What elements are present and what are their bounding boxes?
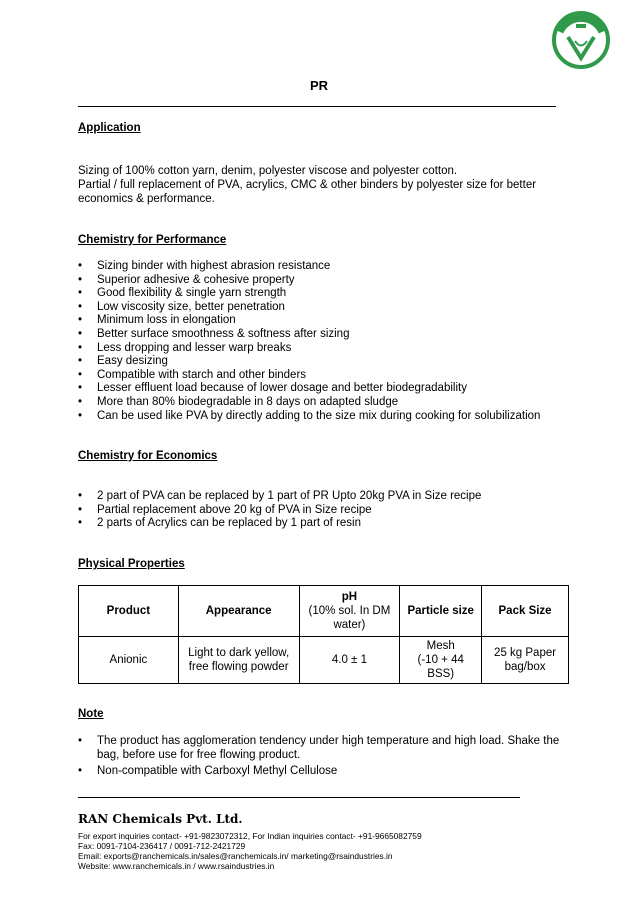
note-heading: Note — [78, 708, 104, 720]
economics-heading: Chemistry for Economics — [78, 450, 218, 462]
performance-list — [78, 260, 568, 423]
table-header-row — [79, 586, 569, 637]
physical-properties-table — [78, 585, 569, 684]
page-title: PR — [309, 78, 329, 93]
table-row — [79, 637, 569, 684]
list-item: • Sizing binder with highest abrasion resistance — [78, 260, 331, 272]
list-item: • Good flexibility & single yarn strength — [78, 287, 287, 300]
company-name: RAN Chemicals Pvt. Ltd. — [78, 812, 243, 826]
ph-title: pH — [341, 591, 358, 603]
cell-product: Anionic — [79, 637, 179, 684]
col-header-ph — [299, 586, 400, 637]
application-line-2: Partial / full replacement of PVA, acrylics, CMC & other binders by polyester size for better economics & performance. — [78, 179, 537, 205]
col-header-pack: Pack Size — [482, 586, 569, 637]
list-item: • More than 80% biodegradable in 8 days on adapted sludge — [78, 395, 399, 408]
footer-line-4: Website: www.ranchemicals.in / www.rsaindustries.in — [78, 861, 275, 871]
footer-line-3: Email: exports@ranchemicals.in/sales@ranchemicals.in/ marketing@rsaindustries.in — [78, 851, 393, 861]
col-header-particle: Particle size — [400, 586, 482, 637]
cell-appearance: Light to dark yellow, free flowing powder — [178, 637, 299, 684]
list-item: • Easy desizing — [78, 355, 168, 368]
particle-line-1: Mesh — [426, 640, 455, 652]
particle-line-2: (-10 + 44 BSS) — [417, 654, 464, 680]
footer-line-2: Fax: 0091-7104-236417 / 0091-712-2421729 — [78, 841, 246, 851]
cell-pack: 25 kg Paper bag/box — [482, 637, 569, 684]
footer-divider — [78, 797, 520, 798]
list-item: • Low viscosity size, better penetration — [78, 300, 285, 313]
cell-ph: 4.0 ± 1 — [299, 637, 400, 684]
list-item: • Non-compatible with Carboxyl Methyl Cellulose — [78, 765, 338, 778]
physical-heading: Physical Properties — [78, 558, 185, 570]
list-item: • Minimum loss in elongation — [78, 314, 236, 327]
list-item: • Partial replacement above 20 kg of PVA in Size recipe — [78, 503, 372, 516]
company-logo — [551, 10, 611, 70]
list-item: • The product has agglomeration tendency under high temperature and high load. Shake the bag, before use for free flowing product. — [78, 735, 560, 761]
list-item: • 2 parts of Acrylics can be replaced by 1 part of resin — [78, 517, 361, 530]
title-divider — [78, 106, 556, 107]
list-item: • Can be used like PVA by directly adding to the size mix during cooking for solubilization — [78, 409, 541, 422]
note-list — [78, 735, 568, 779]
ph-subtitle: (10% sol. In DM water) — [308, 605, 391, 631]
application-heading: Application — [78, 122, 141, 134]
footer-line-1: For export inquiries contact- +91-9823072312, For Indian inquiries contact- +91-9665082759 — [78, 831, 422, 841]
list-item: • Better surface smoothness & softness after sizing — [78, 327, 350, 340]
list-item: • 2 part of PVA can be replaced by 1 part of PR Upto 20kg PVA in Size recipe — [78, 490, 482, 502]
economics-list — [78, 490, 568, 531]
cell-particle — [400, 637, 482, 684]
list-item: • Compatible with starch and other binders — [78, 368, 307, 381]
list-item: • Less dropping and lesser warp breaks — [78, 341, 292, 354]
application-line-1: Sizing of 100% cotton yarn, denim, polyester viscose and polyester cotton. — [78, 165, 458, 177]
performance-heading: Chemistry for Performance — [78, 234, 227, 246]
list-item: • Lesser effluent load because of lower dosage and better biodegradability — [78, 382, 467, 395]
col-header-product: Product — [79, 586, 179, 637]
col-header-appearance: Appearance — [178, 586, 299, 637]
list-item: • Superior adhesive & cohesive property — [78, 273, 295, 286]
